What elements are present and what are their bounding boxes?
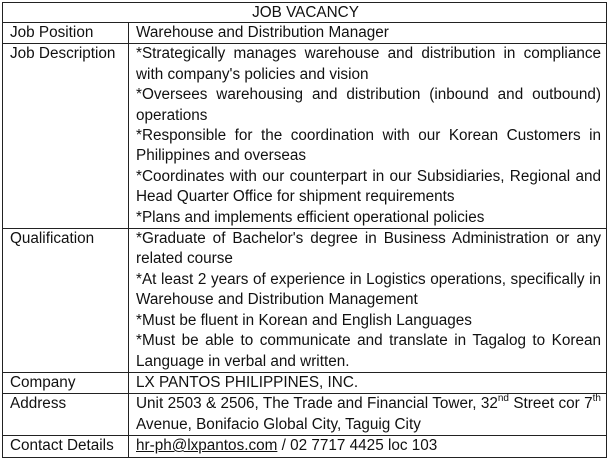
address-part: Avenue, Bonifacio Global City, Taguig City <box>136 415 421 433</box>
phone-number: / 02 7717 4425 loc 103 <box>277 437 438 455</box>
description-item: *Coordinates with our counterpart in our Subsidiaries, Regional and Head Quarter Office for shipment requirements <box>136 167 601 206</box>
address-part: Street cor 7 <box>508 395 593 413</box>
job-description-list <box>129 44 607 229</box>
job-position-value: Warehouse and Distribution Manager <box>129 23 607 44</box>
qualification-row <box>3 229 607 373</box>
qualification-item: *At least 2 years of experience in Logistics operations, specifically in Warehouse and Distribution Management <box>136 270 601 309</box>
address-superscript: th <box>592 393 601 405</box>
email-link[interactable]: hr-ph@lxpantos.com <box>136 437 278 455</box>
document-title: JOB VACANCY <box>3 3 607 23</box>
address-part: Unit 2503 & 2506, The Trade and Financial Tower, 32 <box>136 395 498 413</box>
job-description-label: Job Description <box>3 44 129 229</box>
job-description-row <box>3 44 607 229</box>
job-vacancy-table <box>2 2 607 458</box>
description-item: *Plans and implements efficient operational policies <box>136 208 485 226</box>
company-value: LX PANTOS PHILIPPINES, INC. <box>129 372 607 393</box>
title-row <box>3 3 607 23</box>
qualification-item: *Must be fluent in Korean and English Languages <box>136 311 472 329</box>
job-vacancy-document <box>2 2 607 458</box>
job-position-row <box>3 23 607 44</box>
qualification-item: *Must be able to communicate and translate in Tagalog to Korean Language in verbal and written. <box>136 332 601 370</box>
qualification-list <box>129 229 607 373</box>
description-item: *Strategically manages warehouse and distribution in compliance with company's policies and vision <box>136 45 601 83</box>
address-value <box>129 394 607 436</box>
company-row <box>3 372 607 393</box>
company-label: Company <box>3 372 129 393</box>
qualification-label: Qualification <box>3 229 129 373</box>
contact-value <box>129 436 607 457</box>
qualification-item: *Graduate of Bachelor's degree in Business Administration or any related course <box>136 230 601 268</box>
description-item: *Oversees warehousing and distribution (inbound and outbound) operations <box>136 86 601 124</box>
address-row <box>3 394 607 436</box>
job-position-label: Job Position <box>3 23 129 44</box>
address-superscript: nd <box>497 393 509 405</box>
address-label: Address <box>3 394 129 436</box>
contact-label: Contact Details <box>3 436 129 457</box>
contact-row <box>3 436 607 457</box>
description-item: *Responsible for the coordination with our Korean Customers in Philippines and overseas <box>136 127 601 165</box>
